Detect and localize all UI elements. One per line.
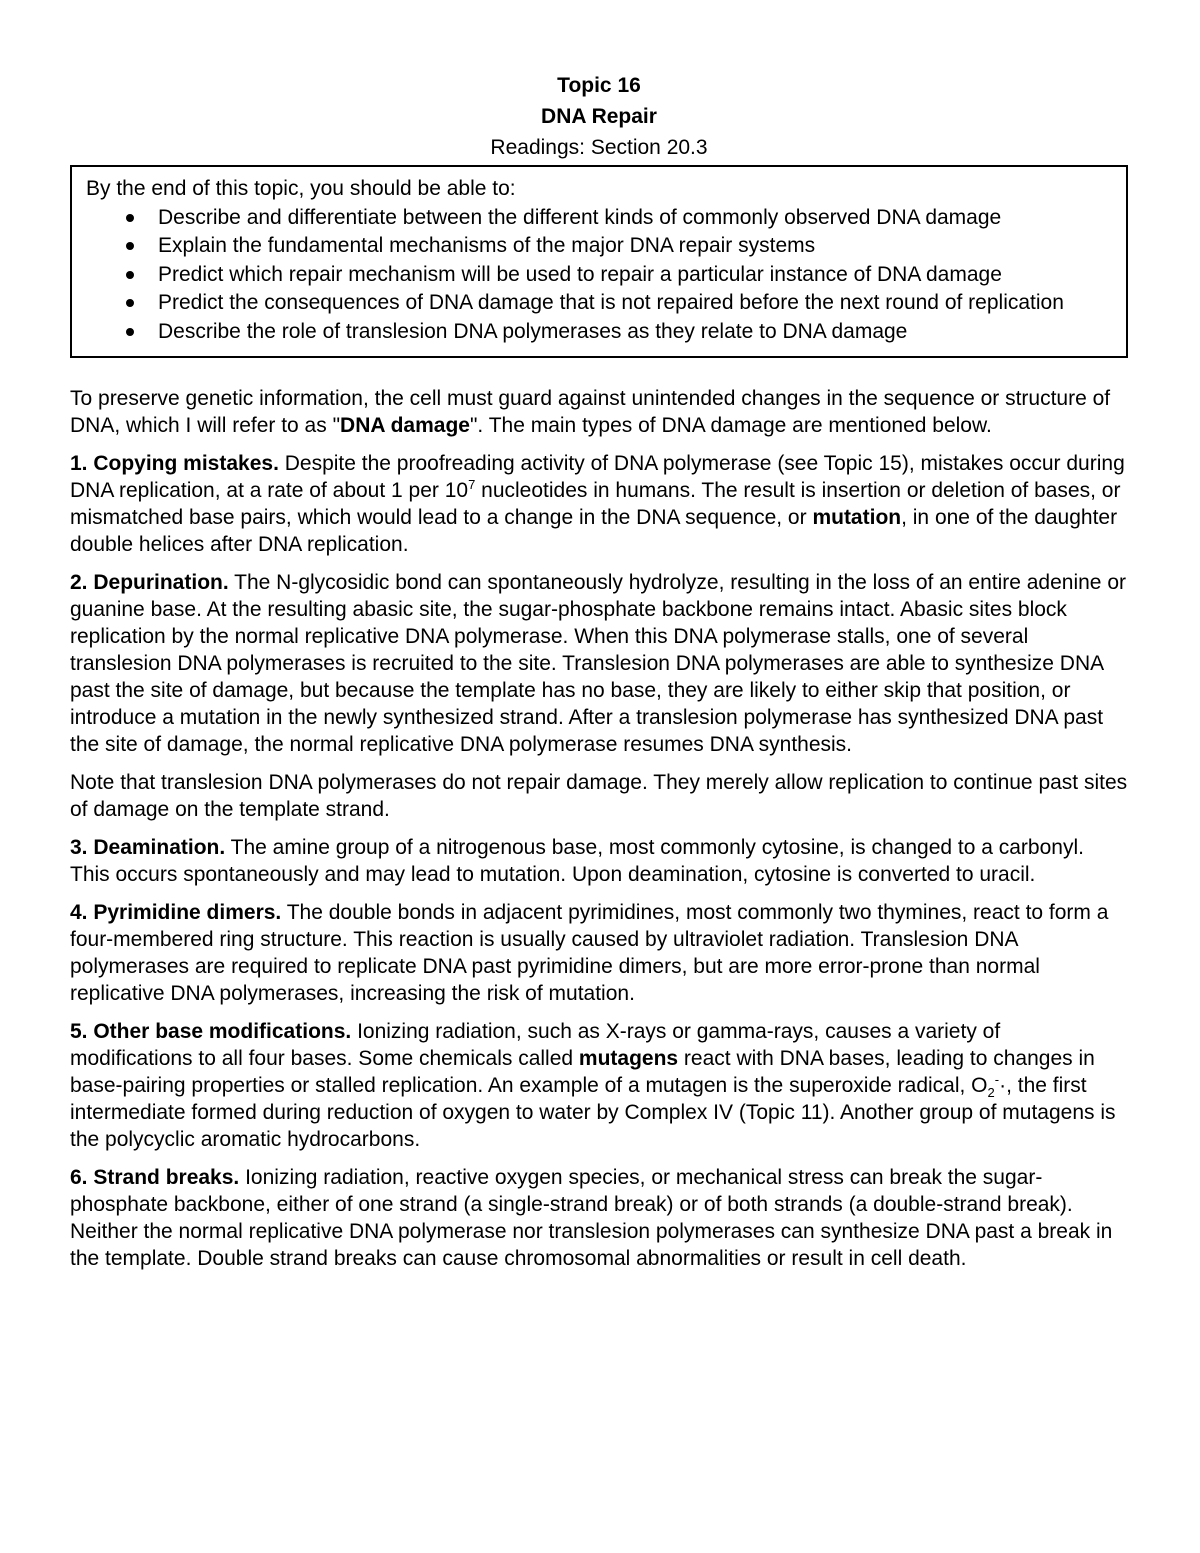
objectives-intro: By the end of this topic, you should be able to: xyxy=(86,177,516,200)
term-dna-damage: DNA damage xyxy=(340,414,470,437)
section-heading: 4. Pyrimidine dimers. xyxy=(70,901,282,924)
subscript: 2 xyxy=(987,1085,995,1101)
term-mutation: mutation xyxy=(812,506,902,529)
superscript: - xyxy=(994,1072,1000,1087)
note-paragraph: Note that translesion DNA polymerases do not repair damage. They merely allow replication to continue past sites of damage on the template strand. xyxy=(70,771,1128,821)
section-strand-breaks: 6. Strand breaks. Ionizing radiation, reactive oxygen species, or mechanical stress can break the sugar-phosphate backbone, either of one strand (a single-strand break) or of both strands (a double-strand break). Neither the normal replicative DNA polymerase nor translesion polymerases can synthesize DNA past a break in the template. Double strand breaks can cause chromosomal abnormalities or result in cell death. xyxy=(70,1166,1113,1270)
section-depurination: 2. Depurination. The N-glycosidic bond can spontaneously hydrolyze, resulting in the loss of an entire adenine or guanine base. At the resulting abasic site, the sugar-phosphate backbone remains intact. Abasic sites block replication by the normal replicative DNA polymerase. When this DNA polymerase stalls, one of several translesion DNA polymerases is recruited to the site. Translesion DNA polymerases are able to synthesize DNA past the site of damage, but because the template has no base, they are likely to either skip that position, or introduce a mutation in the newly synthesized strand. After a translesion polymerase has synthesized DNA past the site of damage, the normal replicative DNA polymerase resumes DNA synthesis. xyxy=(70,571,1126,756)
term-mutagens: mutagens xyxy=(578,1047,679,1070)
section-heading: 6. Strand breaks. xyxy=(70,1166,240,1189)
readings-line: Readings: Section 20.3 xyxy=(490,136,708,159)
document-header xyxy=(70,70,1128,163)
exponent: 7 xyxy=(468,477,476,492)
section-other-base-modifications: 5. Other base modifications. Ionizing radiation, such as X-rays or gamma-rays, causes a variety of modifications to all four bases. Some chemicals called mutagens react with DNA bases, leading to changes in base-pairing properties or stalled replication. An example of a mutagen is the superoxide radical, $O_2^-\cdot$, the first intermediate formed during reduction of oxygen to water by Complex IV (Topic 11). Another group of mutagens is the polycyclic aromatic hydrocarbons. xyxy=(70,1020,1116,1151)
topic-number: Topic 16 xyxy=(557,74,641,97)
learning-objectives-box xyxy=(70,165,1128,358)
section-heading: 5. Other base modifications. xyxy=(70,1020,352,1043)
objective-item: Describe and differentiate between the different kinds of commonly observed DNA damage xyxy=(158,204,1112,233)
objective-item: Describe the role of translesion DNA polymerases as they relate to DNA damage xyxy=(158,318,1112,347)
objective-item: Predict the consequences of DNA damage that is not repaired before the next round of replication xyxy=(158,289,1112,318)
section-heading: 2. Depurination. xyxy=(70,571,229,594)
objective-item: Predict which repair mechanism will be used to repair a particular instance of DNA damage xyxy=(158,261,1112,290)
section-copying-mistakes: 1. Copying mistakes. Despite the proofreading activity of DNA polymerase (see Topic 15), mistakes occur during DNA replication, at a rate of about 1 per $10^7$ nucleotides in humans. The result is insertion or deletion of bases, or mismatched base pairs, which would lead to a change in the DNA sequence, or mutation, in one of the daughter double helices after DNA replication. xyxy=(70,452,1125,556)
page-title: DNA Repair xyxy=(541,105,657,128)
intro-paragraph: To preserve genetic information, the cell must guard against unintended changes in the sequence or structure of DNA, which I will refer to as "DNA damage". The main types of DNA damage are mentioned below. xyxy=(70,387,1111,437)
section-heading: 3. Deamination. xyxy=(70,836,226,859)
section-deamination: 3. Deamination. The amine group of a nitrogenous base, most commonly cytosine, is changed to a carbonyl. This occurs spontaneously and may lead to mutation. Upon deamination, cytosine is converted to uracil. xyxy=(70,836,1084,886)
objectives-list xyxy=(86,204,1112,347)
objective-item: Explain the fundamental mechanisms of the major DNA repair systems xyxy=(158,232,1112,261)
document-page xyxy=(70,70,1128,1283)
section-pyrimidine-dimers: 4. Pyrimidine dimers. The double bonds in adjacent pyrimidines, most commonly two thymines, react to form a four-membered ring structure. This reaction is usually caused by ultraviolet radiation. Translesion DNA polymerases are required to replicate DNA past pyrimidine dimers, but are more error-prone than normal replicative DNA polymerases, increasing the risk of mutation. xyxy=(70,901,1109,1005)
section-heading: 1. Copying mistakes. xyxy=(70,452,279,475)
